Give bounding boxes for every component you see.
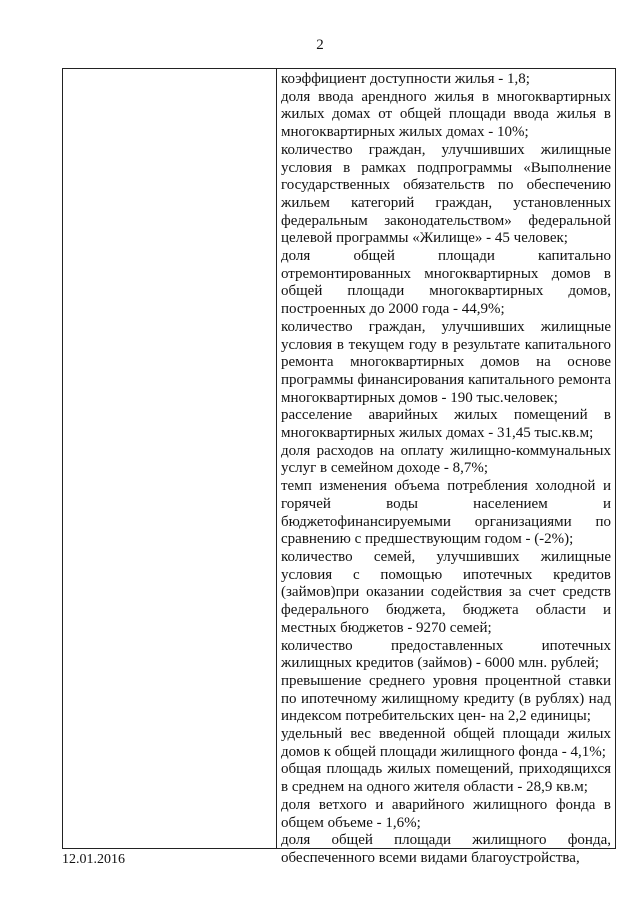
text-line: коэффициент доступности жилья - 1,8; — [281, 71, 530, 87]
text-line: количество граждан, улучшивших жилищные — [281, 318, 611, 335]
text-line: целевой программы «Жилище» - 45 человек; — [281, 230, 568, 247]
indicator-paragraph — [281, 478, 611, 549]
text-line: многоквартирных жилых домах - 10%; — [281, 124, 529, 141]
text-line: федерального бюджета, бюджета области и — [281, 602, 611, 619]
text-line: количество граждан, улучшивших жилищные — [281, 141, 611, 158]
text-line: доля ветхого и аварийного жилищного фонда в — [281, 796, 611, 813]
text-line: домов к общей площади жилищного фонда - 4,1%; — [281, 743, 606, 760]
indicator-paragraph — [281, 443, 611, 478]
text-line: удельный вес введенной общей площади жилых — [281, 726, 611, 743]
text-line: в среднем на одного жителя области - 28,9 кв.м; — [281, 779, 588, 796]
indicator-paragraph — [281, 248, 611, 319]
text-line: расселение аварийных жилых помещений в — [281, 407, 611, 424]
text-line: сравнению с предшествующим годом - (-2%); — [281, 531, 574, 548]
text-line: многоквартирных домов - 190 тыс.человек; — [281, 389, 558, 406]
indicator-paragraph — [281, 549, 611, 638]
text-line: общая площадь жилых помещений, приходящихся — [281, 761, 611, 778]
text-line: темп изменения объема потребления холодной и — [281, 478, 611, 495]
indicator-paragraph — [281, 761, 611, 796]
text-line: государственных обязательств по обеспечению — [281, 177, 611, 194]
text-line: превышение среднего уровня процентной ставки — [281, 672, 611, 689]
text-line: количество семей, улучшивших жилищные — [281, 548, 611, 565]
text-line: по ипотечному жилищному кредиту (в рублях) над — [281, 690, 611, 707]
indicator-paragraph — [281, 142, 611, 248]
text-line: условия в текущем году в результате капитального — [281, 336, 611, 353]
text-line: услуг в семейном доходе - 8,7%; — [281, 460, 488, 477]
text-line: общей площади многоквартирных домов, — [281, 283, 611, 300]
text-line: (займов)при оказании содействия за счет средств — [281, 584, 611, 601]
text-line: условия в рамках подпрограммы «Выполнение — [281, 159, 611, 176]
text-line: доля ввода арендного жилья в многоквартирных — [281, 88, 611, 105]
text-line: бюджетофинансируемыми организациями по — [281, 513, 611, 530]
text-line: горячей воды населением и — [281, 495, 611, 512]
text-line: индексом потребительских цен- на 2,2 единицы; — [281, 708, 591, 725]
text-line: доля расходов на оплату жилищно-коммунальных — [281, 442, 611, 459]
text-line: доля общей площади жилищного фонда, — [281, 832, 611, 849]
text-line: общем объеме - 1,6%; — [281, 814, 421, 831]
footer-date: 12.01.2016 — [62, 852, 125, 867]
indicator-paragraph — [281, 797, 611, 832]
text-line: программы финансирования капитального ремонта — [281, 371, 611, 388]
text-line: ремонта многоквартирных домов на основе — [281, 354, 611, 371]
indicator-paragraph — [281, 638, 611, 673]
text-line: отремонтированных многоквартирных домов в — [281, 265, 611, 282]
text-line: жилых домах от общей площади ввода жилья в — [281, 106, 611, 123]
table-left-column — [63, 69, 277, 848]
text-line: многоквартирных жилых домах - 31,45 тыс.кв.м; — [281, 425, 594, 442]
text-line: жилищных кредитов (займов) - 6000 млн. рублей; — [281, 655, 600, 672]
text-line: местных бюджетов - 9270 семей; — [281, 619, 492, 636]
text-line: построенных до 2000 года - 44,9%; — [281, 301, 505, 318]
indicator-paragraph — [281, 673, 611, 726]
text-line: доля общей площади капитально — [281, 248, 611, 265]
indicator-paragraph — [281, 71, 611, 89]
indicator-paragraph — [281, 832, 611, 867]
text-line: количество предоставленных ипотечных — [281, 637, 611, 654]
indicator-paragraph — [281, 319, 611, 408]
page-number: 2 — [316, 37, 324, 53]
indicator-paragraph — [281, 726, 611, 761]
text-line: жильем категорий граждан, установленных — [281, 194, 611, 211]
text-line: обеспеченного всеми видами благоустройства, — [281, 849, 580, 866]
indicator-paragraph — [281, 89, 611, 142]
table-right-column — [281, 71, 611, 866]
text-line: условия с помощью ипотечных кредитов — [281, 566, 611, 583]
indicator-paragraph — [281, 407, 611, 442]
text-line: федеральным законодательством» федеральной — [281, 212, 611, 229]
